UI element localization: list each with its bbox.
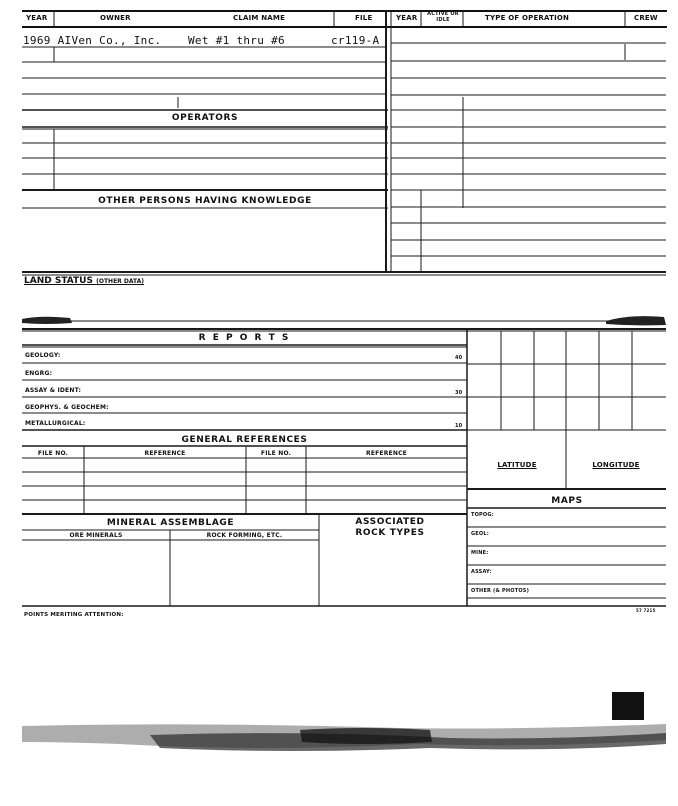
entry-file: cr119-A (331, 34, 380, 47)
report-metallurgical: METALLURGICAL: (25, 420, 86, 427)
operators-heading: OPERATORS (171, 113, 239, 123)
header-crew: CREW (634, 14, 658, 22)
points-meriting-attention: POINTS MERITING ATTENTION: (24, 612, 124, 618)
maps-assay: ASSAY: (471, 569, 492, 575)
header-owner: OWNER (100, 14, 131, 22)
other-persons-heading: OTHER PERSONS HAVING KNOWLEDGE (98, 196, 312, 206)
maps-mine: MINE: (471, 550, 489, 556)
header-claim-name: CLAIM NAME (233, 14, 286, 22)
maps-geol: GEOL: (471, 531, 489, 537)
entry-claim-name: Wet #1 thru #6 (188, 34, 285, 47)
maps-other: OTHER (& PHOTOS) (471, 588, 530, 594)
report-engrg: ENGRG: (25, 370, 53, 377)
header-year-2: YEAR (396, 14, 418, 22)
form-number: 57 7215 (636, 608, 656, 613)
header-type-of-operation: TYPE OF OPERATION (485, 14, 570, 22)
report-assay-mark: 30 (455, 390, 463, 396)
header-active-or-idle: ACTIVE OR IDLE (427, 11, 459, 23)
maps-heading: MAPS (551, 496, 583, 506)
maps-topog: TOPOG: (471, 512, 494, 518)
ref-reference-2: REFERENCE (366, 450, 407, 457)
report-metallurgical-mark: 10 (455, 423, 463, 429)
mineral-assemblage-heading: MINERAL ASSEMBLAGE (106, 518, 235, 528)
reports-heading: R E P O R T S (198, 333, 291, 343)
header-year: YEAR (26, 14, 48, 22)
ref-reference: REFERENCE (144, 450, 186, 457)
rock-forming-label: ROCK FORMING, ETC. (206, 532, 283, 539)
land-status-label: LAND STATUS (24, 276, 93, 286)
longitude-label: LONGITUDE (592, 461, 640, 469)
report-assay: ASSAY & IDENT: (25, 387, 82, 394)
associated-rock-types-heading: ASSOCIATED ROCK TYPES (355, 517, 425, 538)
land-status-sub: (OTHER DATA) (96, 278, 145, 285)
report-geophys: GEOPHYS. & GEOCHEM: (25, 404, 109, 411)
ref-file-no: FILE NO. (37, 450, 69, 457)
latitude-label: LATITUDE (497, 461, 537, 469)
header-file: FILE (355, 14, 373, 22)
report-geology: GEOLOGY: (25, 352, 61, 359)
report-geology-mark: 40 (455, 355, 463, 361)
ore-minerals-label: ORE MINERALS (69, 532, 123, 539)
ref-file-no-2: FILE NO. (260, 450, 292, 457)
entry-year-owner: 1969 AIVen Co., Inc. (23, 34, 162, 47)
general-references-heading: GENERAL REFERENCES (181, 435, 308, 445)
